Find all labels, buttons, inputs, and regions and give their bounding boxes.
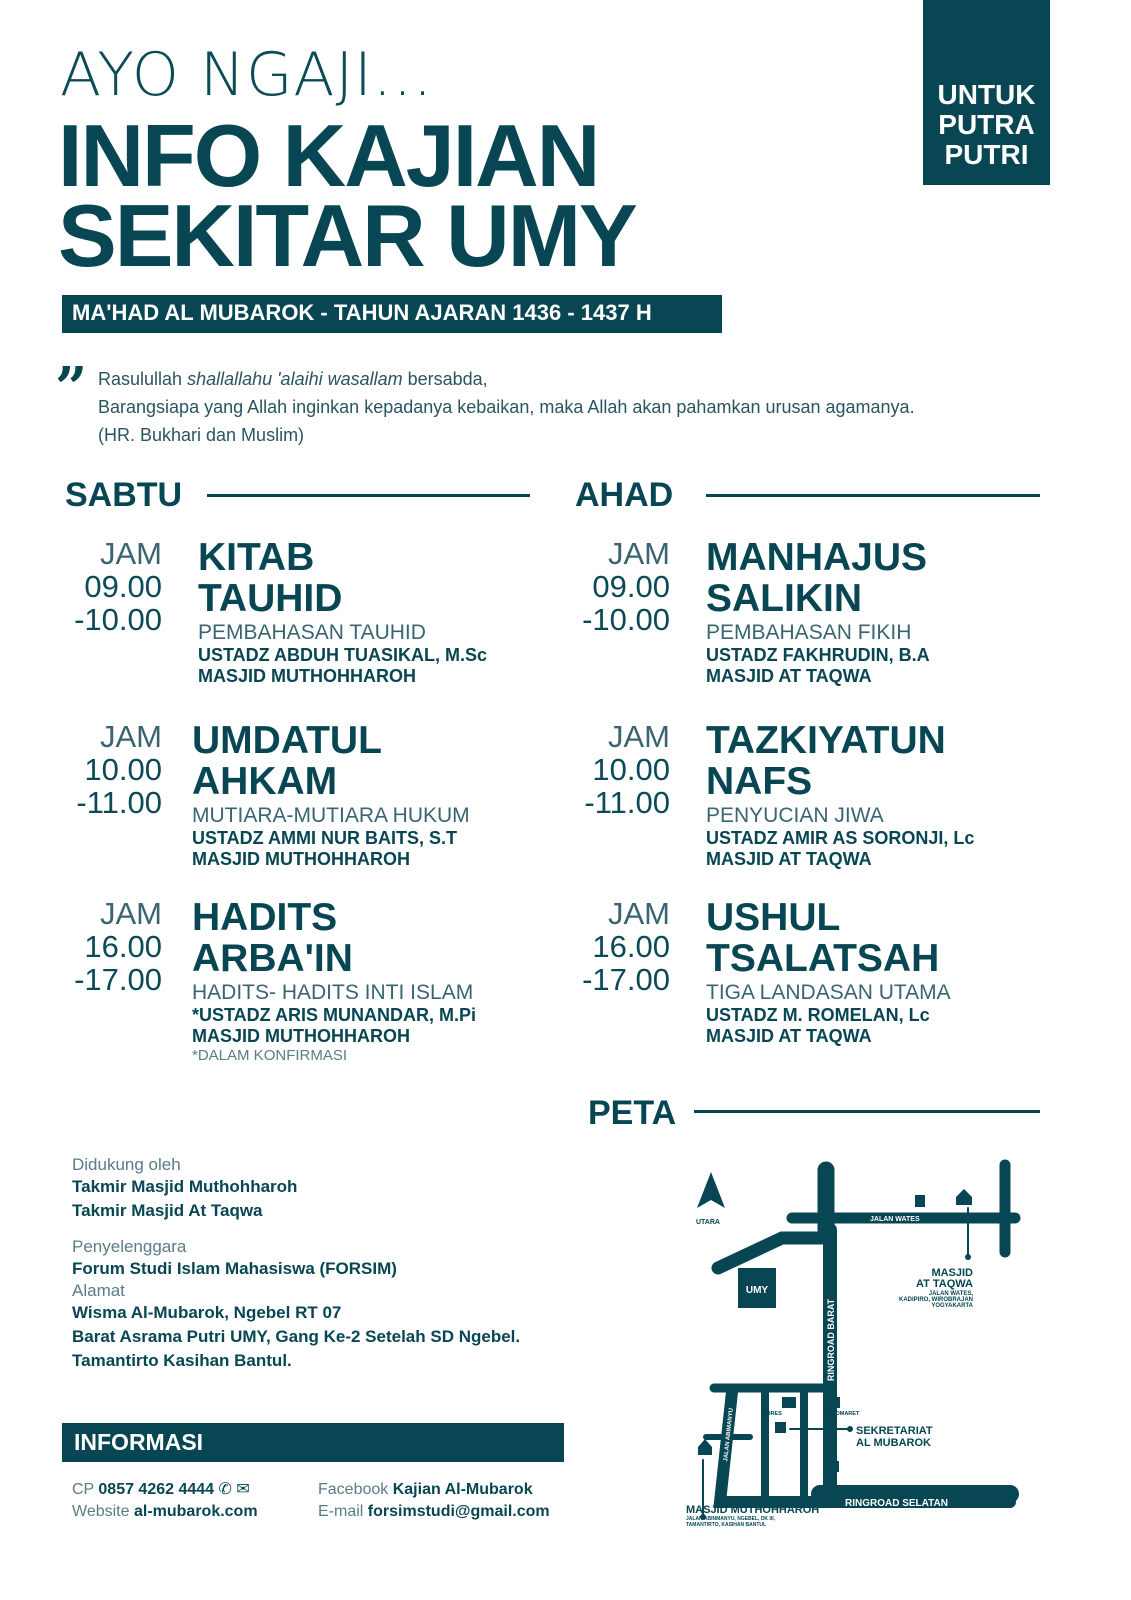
session-title: TAUHID	[198, 577, 343, 620]
session-title: TAZKIYATUN	[706, 719, 946, 762]
session-title: SALIKIN	[706, 577, 862, 620]
organizer: Forum Studi Islam Mahasiswa (FORSIM)	[72, 1259, 397, 1278]
session-subtitle: TIGA LANDASAN UTAMA	[706, 981, 951, 1004]
supporter: Takmir Masjid At Taqwa	[72, 1201, 263, 1220]
session-title: KITAB	[198, 536, 315, 579]
title-line-2: SEKITAR UMY	[58, 186, 636, 285]
session-venue: MASJID AT TAQWA	[706, 849, 872, 869]
session-venue: MASJID MUTHOHHAROH	[192, 1026, 410, 1046]
time-label: JAM	[100, 536, 162, 571]
session-time	[550, 537, 670, 636]
label-ringroad-barat: RINGROAD BARAT	[826, 1298, 836, 1382]
address-text: YOGYAKARTA	[931, 1303, 973, 1309]
label-masjid-taqwa: MASJID	[931, 1267, 973, 1279]
website-label: Website	[72, 1503, 130, 1520]
session-venue: MASJID MUTHOHHAROH	[198, 666, 416, 686]
day-heading-ahad: AHAD	[575, 476, 674, 514]
divider	[694, 1110, 1040, 1113]
label-masjid-taqwa: AT TAQWA	[915, 1278, 973, 1290]
info-banner: INFORMASI	[62, 1423, 564, 1462]
session-title: AHKAM	[192, 760, 338, 803]
email-link[interactable]: forsimstudi@gmail.com	[367, 1503, 550, 1520]
session-venue: MASJID AT TAQWA	[706, 666, 872, 686]
organizer-label: Penyelenggara	[72, 1237, 187, 1256]
label-jalan-abimanyu: JALAN ABIMANYU	[723, 1407, 735, 1462]
session-title: NAFS	[706, 760, 813, 803]
mosque-icon	[698, 1439, 712, 1455]
time-label: JAM	[608, 719, 670, 754]
quote-text: Rasulullah	[98, 369, 188, 389]
label-unires: UNIRES	[761, 1411, 782, 1417]
label-jalan-wates: JALAN WATES	[870, 1216, 920, 1223]
label-ringroad-selatan: RINGROAD SELATAN	[845, 1498, 948, 1509]
whatsapp-icon: ✆	[218, 1481, 232, 1498]
badge-line: PUTRI	[944, 139, 1029, 170]
facebook-link[interactable]: Kajian Al-Mubarok	[392, 1481, 533, 1498]
time-start: 09.00	[592, 569, 670, 604]
session-title: ARBA'IN	[192, 937, 353, 980]
phone-number[interactable]: 0857 4262 4444	[98, 1481, 215, 1498]
session-title: MANHAJUS	[706, 536, 928, 579]
divider	[207, 494, 530, 497]
fuel-icon	[915, 1195, 925, 1207]
label-masjid-muthohharoh: MASJID MUTHOHHAROH	[686, 1504, 820, 1516]
label-sekretariat: SEKRETARIAT	[856, 1425, 933, 1437]
time-start: 16.00	[84, 929, 162, 964]
quote-text: bersabda,	[402, 369, 488, 389]
session-time	[42, 537, 162, 636]
session-subtitle: PEMBAHASAN FIKIH	[706, 621, 912, 644]
session-card	[192, 897, 476, 1064]
website-link[interactable]: al-mubarok.com	[133, 1503, 258, 1520]
facebook-label: Facebook	[318, 1481, 389, 1498]
session-card	[706, 537, 930, 687]
session-venue: MASJID AT TAQWA	[706, 1026, 872, 1046]
time-end: -10.00	[74, 602, 162, 637]
session-card	[706, 897, 951, 1047]
time-start: 10.00	[592, 752, 670, 787]
session-teacher: USTADZ FAKHRUDIN, B.A	[706, 645, 930, 665]
session-subtitle: PEMBAHASAN TAUHID	[198, 621, 426, 644]
session-subtitle: HADITS- HADITS INTI ISLAM	[192, 981, 474, 1004]
badge-line: PUTRA	[938, 109, 1035, 140]
session-note: *DALAM KONFIRMASI	[192, 1047, 348, 1064]
mail-icon: ✉	[236, 1481, 250, 1498]
session-teacher: USTADZ ABDUH TUASIKAL, M.Sc	[198, 645, 487, 665]
session-teacher: USTADZ AMMI NUR BAITS, S.T	[192, 828, 457, 848]
quote-italic: shallallahu 'alaihi wasallam	[187, 369, 403, 389]
session-subtitle: PENYUCIAN JIWA	[706, 804, 884, 827]
email-label: E-mail	[318, 1503, 364, 1520]
session-time	[42, 720, 162, 819]
label-umy: UMY	[745, 1285, 769, 1296]
cp-label: CP	[72, 1481, 94, 1498]
time-start: 10.00	[84, 752, 162, 787]
session-venue: MASJID MUTHOHHAROH	[192, 849, 410, 869]
map-heading: PETA	[588, 1094, 677, 1132]
subtitle-banner: MA'HAD AL MUBAROK - TAHUN AJARAN 1436 - 1437 H	[62, 295, 722, 333]
address-line: Tamantirto Kasihan Bantul.	[72, 1351, 292, 1370]
quote-icon: ”	[55, 355, 88, 421]
time-end: -10.00	[582, 602, 670, 637]
support-section	[72, 1155, 520, 1373]
supporter: Takmir Masjid Muthohharoh	[72, 1177, 298, 1196]
fuel-icon	[831, 1461, 839, 1472]
hadith-quote	[98, 365, 915, 449]
time-label: JAM	[100, 896, 162, 931]
time-label: JAM	[100, 719, 162, 754]
address-text: KADIPIRO, WIROBRAJAN	[898, 1297, 973, 1303]
social-info	[318, 1479, 550, 1523]
time-start: 16.00	[592, 929, 670, 964]
north-arrow-icon	[697, 1172, 725, 1208]
audience-badge	[923, 0, 1050, 185]
address-label: Alamat	[72, 1281, 125, 1300]
session-teacher: USTADZ AMIR AS SORONJI, Lc	[706, 828, 975, 848]
session-time	[550, 897, 670, 996]
session-title: TSALATSAH	[706, 937, 940, 980]
session-teacher: USTADZ M. ROMELAN, Lc	[706, 1005, 930, 1025]
label-indomaret: INDOMARET	[826, 1411, 860, 1417]
contact-info	[72, 1479, 258, 1523]
address-line: Wisma Al-Mubarok, Ngebel RT 07	[72, 1303, 342, 1322]
time-label: JAM	[608, 896, 670, 931]
session-subtitle: MUTIARA-MUTIARA HUKUM	[192, 804, 470, 827]
address-line: Barat Asrama Putri UMY, Gang Ke-2 Setelah SD Ngebel.	[72, 1327, 521, 1346]
time-start: 09.00	[84, 569, 162, 604]
divider	[706, 494, 1040, 497]
time-label: JAM	[608, 536, 670, 571]
quote-text: Barangsiapa yang Allah inginkan kepadanya kebaikan, maka Allah akan pahamkan urusan agamanya.	[98, 397, 915, 417]
quote-source: (HR. Bukhari dan Muslim)	[98, 425, 305, 445]
session-card	[706, 720, 974, 870]
session-title: UMDATUL	[192, 719, 382, 762]
label-sekretariat: AL MUBAROK	[856, 1437, 931, 1449]
badge-line: UNTUK	[937, 79, 1036, 110]
kicker: AYO NGAJI...	[60, 40, 434, 110]
time-end: -11.00	[76, 785, 162, 820]
session-card	[198, 537, 487, 687]
title-line-1: INFO KAJIAN	[58, 106, 599, 205]
session-teacher: *USTADZ ARIS MUNANDAR, M.Pi	[192, 1005, 476, 1025]
session-time	[42, 897, 162, 996]
location-map	[680, 1130, 1025, 1530]
time-end: -17.00	[582, 962, 670, 997]
road	[718, 1238, 825, 1268]
time-end: -11.00	[584, 785, 670, 820]
mosque-icon	[956, 1189, 972, 1205]
session-time	[550, 720, 670, 819]
day-heading-sabtu: SABTU	[65, 476, 183, 514]
session-title: USHUL	[706, 896, 841, 939]
address-text: TAMANTIRTO, KASIHAN BANTUL	[686, 1522, 767, 1528]
session-card	[192, 720, 470, 870]
time-end: -17.00	[74, 962, 162, 997]
label-north: UTARA	[696, 1219, 720, 1226]
address-text: JALAN WATES,	[928, 1291, 973, 1297]
session-title: HADITS	[192, 896, 338, 939]
support-label: Didukung oleh	[72, 1155, 181, 1174]
address-text: JALAN ABINMANYU, NGEBEL, DK III,	[686, 1516, 775, 1522]
